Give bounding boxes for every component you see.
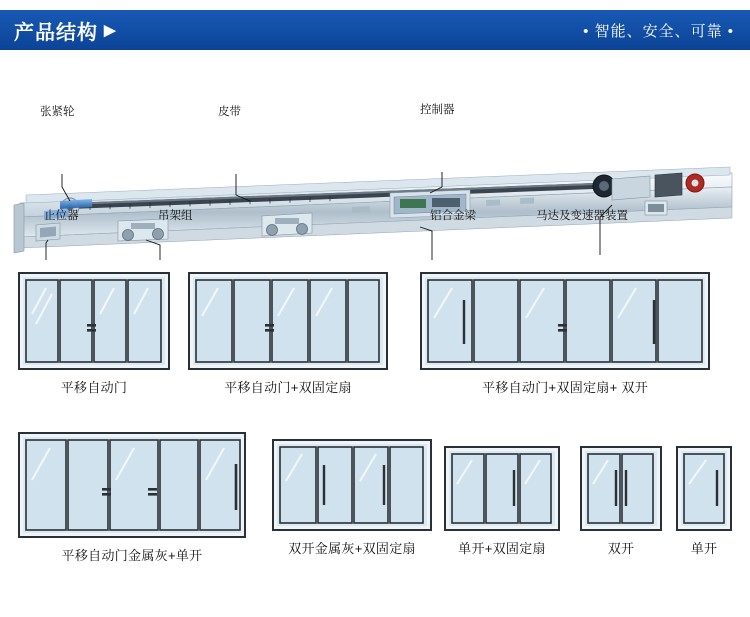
door-type-single-swing-two-fixed (444, 446, 560, 557)
door-illustration (188, 272, 388, 370)
door-caption: 双开金属灰+双固定扇 (288, 541, 416, 556)
door-type-single-swing (676, 446, 732, 557)
label-controller: 控制器 (420, 104, 455, 116)
door-type-sliding-door-two-fixed-double-swing (420, 272, 710, 396)
door-type-double-swing (580, 446, 662, 557)
door-types-row-1 (0, 272, 750, 412)
label-tensioner: 张紧轮 (40, 106, 75, 118)
door-type-sliding-door-two-fixed (188, 272, 388, 396)
label-motor-gearbox: 马达及变速器装置 (536, 210, 628, 222)
door-type-sliding-door (18, 272, 170, 396)
label-belt: 皮带 (218, 106, 241, 118)
label-aluminum-beam: 铝合金梁 (430, 210, 476, 222)
door-illustration (272, 439, 432, 531)
label-stopper: 止位器 (44, 210, 79, 222)
page-title-text: 产品结构 (14, 21, 98, 44)
door-type-double-swing-metal-gray-two-fixed (272, 439, 432, 557)
header-slogan: • 智能、安全、可靠 • (583, 22, 734, 40)
door-types-row-2 (0, 432, 750, 580)
page-title (14, 16, 117, 45)
door-caption: 双开 (607, 541, 635, 556)
door-caption: 平移自动门+双固定扇+ 双开 (482, 380, 648, 395)
door-illustration (580, 446, 662, 531)
door-caption: 平移自动门金属灰+单开 (61, 548, 203, 563)
door-illustration (444, 446, 560, 531)
arrow-right-icon: ▶ (104, 22, 117, 39)
door-caption: 平移自动门 (60, 380, 128, 395)
door-caption: 平移自动门+双固定扇 (224, 380, 352, 395)
page-header (0, 10, 750, 50)
door-type-sliding-metal-gray-single-swing (18, 432, 246, 564)
door-illustration (18, 432, 246, 538)
door-illustration (676, 446, 732, 531)
door-illustration (420, 272, 710, 370)
door-caption: 单开+双固定扇 (458, 541, 546, 556)
door-illustration (18, 272, 170, 370)
product-structure-diagram (0, 55, 750, 260)
door-caption: 单开 (690, 541, 718, 556)
stopper-unit (36, 223, 60, 241)
structure-illustration (0, 55, 750, 260)
label-hanger-set: 吊架组 (158, 210, 193, 222)
